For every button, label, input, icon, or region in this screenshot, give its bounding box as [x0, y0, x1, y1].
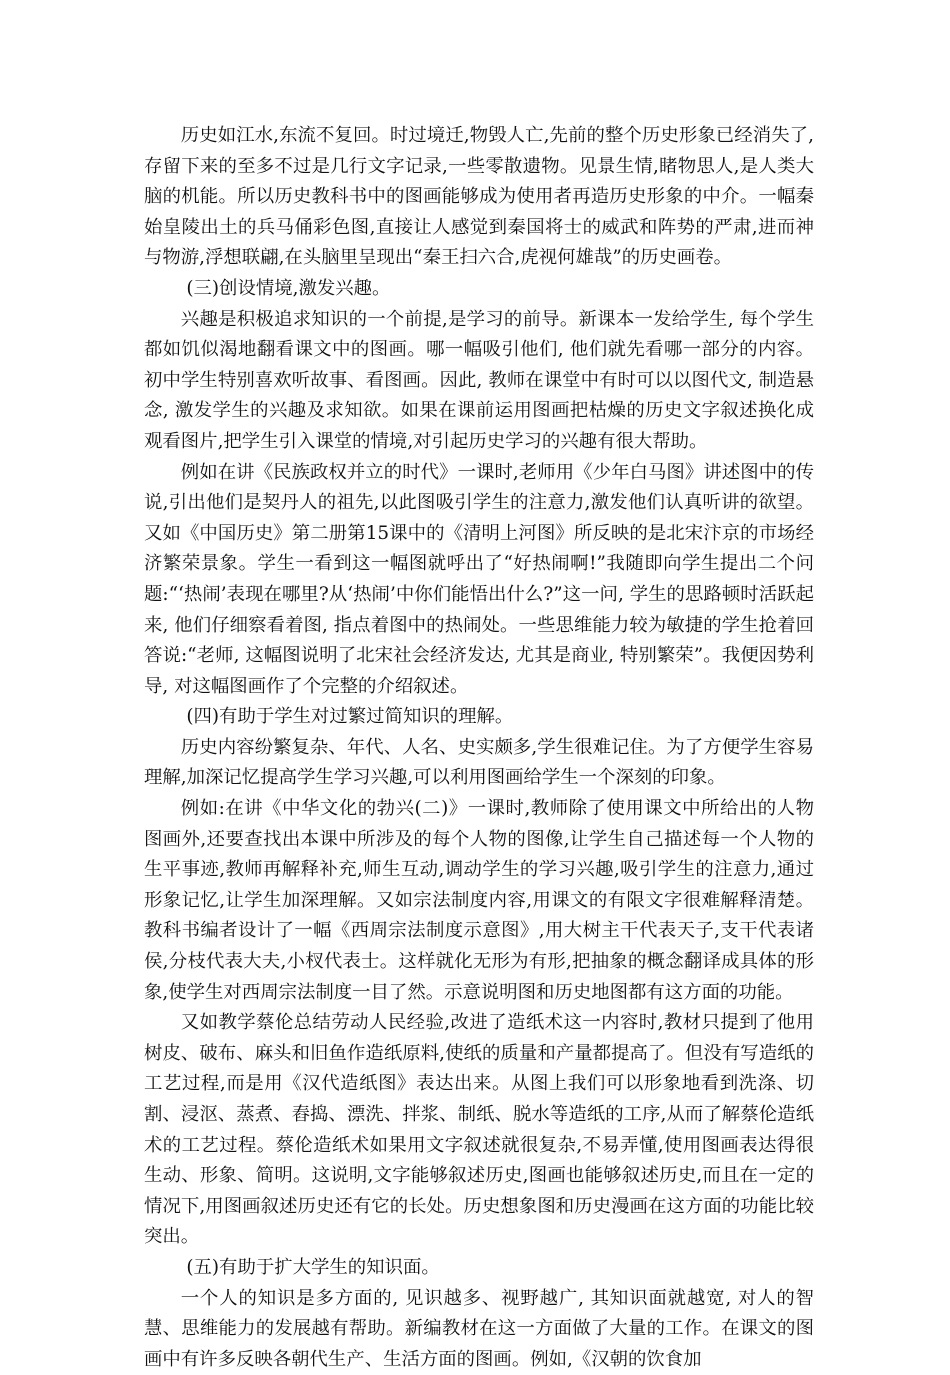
- paragraph-example-qingming: 例如在讲《民族政权并立的时代》一课时,老师用《少年白马图》讲述图中的传说,引出他们是契丹人的祖先,以此图吸引学生的注意力,激发他们认真听讲的欲望。又如《中国历史》第二册第15课中的《清明上河图》所反映的是北宋汴京的市场经济繁荣景象。学生一看到这一幅图就呼出了“好热闹啊!”我随即向学生提出二个问题:“‘热闹’表现在哪里?从‘热闹’中你们能悟出什么?”这一问, 学生的思路顿时活跃起来, 他们仔细察看着图, 指点着图中的热闹处。一些思维能力较为敏捷的学生抢着回答说:“老师, 这幅图说明了北宋社会经济发达, 尤其是商业, 特别繁荣”。我便因势利导, 对这幅图画作了个完整的介绍叙述。: [144, 461, 814, 697]
- paragraph-history-image-medium: 历史如江水,东流不复回。时过境迁,物毁人亡,先前的整个历史形象已经消失了,存留下来的至多不过是几行文字记录,一些零散遗物。见景生情,睹物思人,是人类大脑的机能。所以历史教科书中的图画能够成为使用者再造历史形象的中介。一幅秦始皇陵出土的兵马俑彩色图,直接让人感觉到秦国将士的威武和阵势的严肃,进而神与物游,浮想联翩,在头脑里呈现出“秦王扫六合,虎视何雄哉”的历史画卷。: [144, 125, 814, 269]
- body-text: [144, 121, 814, 1375]
- section-heading-3: (三)创设情境,激发兴趣。: [186, 277, 391, 299]
- section-heading-4: (四)有助于学生对过繁过简知识的理解。: [186, 706, 514, 728]
- paragraph-knowledge-scope: 一个人的知识是多方面的, 见识越多、视野越广, 其知识面就越宽, 对人的智慧、思维能力的发展越有帮助。新编教材在这一方面做了大量的工作。在课文的图画中有许多反映各朝代生产、生活方面的图画。例如,《汉朝的饮食加: [144, 1287, 814, 1370]
- paragraph-example-culture: 例如:在讲《中华文化的勃兴(二)》一课时,教师除了使用课文中所给出的人物图画外,还要查找出本课中所涉及的每个人物的图像,让学生自己描述每一个人物的生平事迹,教师再解释补充,师生互动,调动学生的学习兴趣,吸引学生的注意力,通过形象记忆,让学生加深理解。又如宗法制度内容,用课文的有限文字很难解释清楚。教科书编者设计了一幅《西周宗法制度示意图》,用大树主干代表天子,支干代表诸侯,分枝代表大夫,小杈代表士。这样就化无形为有形,把抽象的概念翻译成具体的形象,使学生对西周宗法制度一目了然。示意说明图和历史地图都有这方面的功能。: [144, 798, 814, 1003]
- paragraph-interest: 兴趣是积极追求知识的一个前提,是学习的前导。新课本一发给学生, 每个学生都如饥似渴地翻看课文中的图画。哪一幅吸引他们, 他们就先看哪一部分的内容。初中学生特别喜欢听故事、看图画。因此, 教师在课堂中有时可以以图代文, 制造悬念, 激发学生的兴趣及求知欲。如果在课前运用图画把枯燥的历史文字叙述换化成观看图片,把学生引入课堂的情境,对引起历史学习的兴趣有很大帮助。: [144, 308, 814, 452]
- section-heading-5: (五)有助于扩大学生的知识面。: [186, 1256, 440, 1278]
- paragraph-complex-content: 历史内容纷繁复杂、年代、人名、史实颇多,学生很难记住。为了方便学生容易理解,加深记忆提高学生学习兴趣,可以利用图画给学生一个深刻的印象。: [144, 736, 814, 789]
- paragraph-example-papermaking: 又如教学蔡伦总结劳动人民经验,改进了造纸术这一内容时,教材只提到了他用树皮、破布、麻头和旧鱼作造纸原料,使纸的质量和产量都提高了。但没有写造纸的工艺过程,而是用《汉代造纸图》表达出来。从图上我们可以形象地看到洗涤、切割、浸沤、蒸煮、舂捣、漂洗、拌浆、制纸、脱水等造纸的工序,从而了解蔡伦造纸术的工艺过程。蔡伦造纸术如果用文字叙述就很复杂,不易弄懂,使用图画表达得很生动、形象、简明。这说明,文字能够叙述历史,图画也能够叙述历史,而且在一定的情况下,用图画叙述历史还有它的长处。历史想象图和历史漫画在这方面的功能比较突出。: [144, 1012, 814, 1248]
